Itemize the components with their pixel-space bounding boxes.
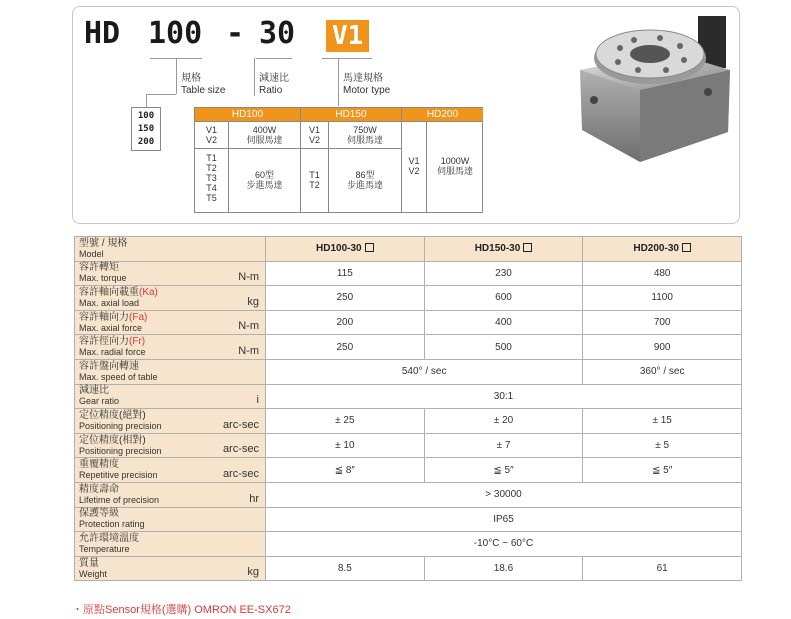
rotary-table-product-image: [560, 12, 740, 164]
param-unit: hr: [249, 492, 259, 505]
param-unit: i: [256, 394, 259, 407]
value-cell: ± 20: [424, 409, 583, 434]
param-zh-symbol: (Fr): [129, 336, 146, 348]
spec-row-torque: [75, 261, 742, 286]
param-cell: [75, 286, 266, 311]
spec-header-cell: [75, 237, 266, 262]
param-unit: kg: [247, 566, 259, 579]
value-cell-merged: IP65: [266, 507, 742, 532]
param-zh: [79, 337, 259, 347]
param-zh-text: 容許軸向力: [79, 311, 129, 323]
value-cell-merged: 540° / sec: [266, 359, 583, 384]
param-unit: arc-sec: [222, 418, 259, 431]
value-cell: 61: [583, 556, 742, 581]
spec-row-positioning-relative: [75, 433, 742, 458]
param-en: Positioning precision: [79, 445, 162, 456]
value-cell-merged: 30:1: [266, 384, 742, 409]
param-en: Max. torque: [79, 273, 127, 284]
value-cell: 18.6: [424, 556, 583, 581]
model-header-hd150: [424, 237, 583, 262]
param-cell: [75, 532, 266, 557]
value-cell: 400: [424, 310, 583, 335]
size-option: 150: [137, 124, 155, 134]
leader-ratio-underline: [256, 58, 292, 59]
param-zh: 允許環境溫度: [79, 532, 139, 544]
param-en: Max. axial force: [79, 322, 143, 333]
param-cell: [75, 507, 266, 532]
motor-table-header-hd150: HD150: [301, 108, 401, 121]
size-options-box: [131, 107, 161, 151]
hd100-servo-desc: 400W 伺服馬達: [246, 125, 283, 145]
param-zh: [79, 288, 259, 298]
hd200-desc: 1000W 伺服馬達: [436, 156, 473, 176]
param-zh-symbol: (Fa): [129, 311, 148, 323]
param-zh-symbol: (Ka): [139, 286, 158, 298]
spec-row-gear-ratio: [75, 384, 742, 409]
value-cell: 8.5: [266, 556, 425, 581]
param-unit: N-m: [238, 344, 259, 357]
value-cell: ≦ 5″: [583, 458, 742, 483]
value-cell: 600: [424, 286, 583, 311]
param-unit: arc-sec: [222, 467, 259, 480]
ratio-label-zh: 減速比: [259, 73, 289, 84]
hd100-step-codes: T1 T2 T3 T4 T5: [206, 153, 217, 203]
param-en: Max. axial load: [79, 297, 140, 308]
model-name: HD150-30: [474, 243, 521, 255]
param-unit: N-m: [238, 271, 259, 284]
param-unit: kg: [247, 295, 259, 308]
hd150-servo-codes: V1 V2: [308, 125, 320, 145]
param-zh-text: 容許徑向力: [79, 336, 129, 348]
param-en: Lifetime of precision: [79, 494, 160, 505]
value-cell: 250: [266, 286, 425, 311]
param-zh: [79, 313, 259, 323]
spec-row-axial-force: [75, 310, 742, 335]
param-unit: N-m: [238, 320, 259, 333]
leader-ratio-drop: [254, 58, 255, 96]
model-code-dash: -: [226, 16, 245, 51]
model-name: HD200-30: [633, 243, 679, 255]
value-cell: ≦ 8″: [266, 458, 425, 483]
size-option: 200: [137, 137, 155, 147]
param-cell: [75, 409, 266, 434]
param-en: Max. speed of table: [79, 371, 158, 382]
value-cell: 250: [266, 335, 425, 360]
option-square-icon: [682, 243, 691, 252]
param-cell: [75, 359, 266, 384]
model-code-motor-badge: V1: [326, 20, 369, 52]
leader-motor-underline: [322, 58, 372, 59]
param-cell: [75, 458, 266, 483]
param-zh: 容許轉矩: [79, 262, 119, 274]
motor-table-header-hd100: HD100: [195, 108, 300, 121]
spec-row-repetitive-precision: [75, 458, 742, 483]
leader-motor-drop: [338, 58, 339, 106]
spec-row-precision-lifetime: [75, 482, 742, 507]
value-cell: 230: [424, 261, 583, 286]
ratio-label-en: Ratio: [259, 85, 283, 96]
spec-header-zh: 型號 / 規格: [79, 237, 128, 249]
spec-row-temperature: [75, 532, 742, 557]
spec-row-radial-force: [75, 335, 742, 360]
spec-row-weight: [75, 556, 742, 581]
param-cell: [75, 384, 266, 409]
value-cell: 480: [583, 261, 742, 286]
motor-table-divider: [195, 148, 401, 149]
spec-header-en: Model: [79, 248, 104, 259]
specification-table: [74, 236, 742, 581]
motor-label-en: Motor type: [343, 85, 391, 96]
spec-row-axial-load: [75, 286, 742, 311]
value-cell: 360° / sec: [583, 359, 742, 384]
value-cell: ± 15: [583, 409, 742, 434]
size-option: 100: [137, 111, 155, 121]
param-zh: 定位精度(絕對): [79, 409, 146, 421]
value-cell: ≦ 5″: [424, 458, 583, 483]
motor-table-header-hd200: HD200: [402, 108, 483, 121]
param-zh: 容許盤向轉速: [79, 360, 139, 372]
param-cell: [75, 433, 266, 458]
param-en: Repetitive precision: [79, 470, 158, 481]
hd150-servo-desc: 750W 伺服馬達: [346, 125, 383, 145]
param-en: Gear ratio: [79, 396, 120, 407]
hd200-codes: V1 V2: [408, 156, 420, 176]
value-cell: 1100: [583, 286, 742, 311]
spec-header-row: [75, 237, 742, 262]
leader-size-drop: [176, 58, 177, 94]
value-cell: 500: [424, 335, 583, 360]
hd100-servo-codes: V1 V2: [205, 125, 217, 145]
model-code-size: 100: [148, 16, 203, 51]
param-zh: 定位精度(相對): [79, 434, 146, 446]
param-en: Max. radial force: [79, 347, 146, 358]
sensor-footnote: ・原點Sensor規格(選購) OMRON EE-SX672: [72, 604, 291, 616]
param-cell: [75, 310, 266, 335]
param-cell: [75, 556, 266, 581]
value-cell: 200: [266, 310, 425, 335]
param-zh: 重覆精度: [79, 459, 119, 471]
motor-table-divider: [195, 121, 483, 122]
motor-table-divider: [300, 108, 301, 212]
value-cell: ± 5: [583, 433, 742, 458]
spec-row-positioning-absolute: [75, 409, 742, 434]
value-cell: 700: [583, 310, 742, 335]
param-en: Temperature: [79, 543, 130, 554]
model-code-prefix: HD: [84, 16, 121, 51]
value-cell: 115: [266, 261, 425, 286]
motor-label-zh: 馬達規格: [343, 73, 383, 84]
param-zh-text: 容許軸向載重: [79, 286, 139, 298]
spec-row-protection-rating: [75, 507, 742, 532]
param-en: Protection rating: [79, 519, 145, 530]
param-cell: [75, 335, 266, 360]
param-cell: [75, 482, 266, 507]
value-cell-merged: -10°C ~ 60°C: [266, 532, 742, 557]
leader-size-box-line: [146, 94, 176, 107]
param-zh: 精度壽命: [79, 483, 119, 495]
hd150-step-codes: T1 T2: [309, 170, 320, 190]
param-unit: arc-sec: [222, 443, 259, 456]
param-zh: 質量: [79, 557, 99, 569]
hd100-step-desc: 60型 步進馬達: [246, 170, 283, 190]
size-label-en: Table size: [181, 85, 226, 96]
option-square-icon: [365, 243, 374, 252]
model-header-hd200: [583, 237, 742, 262]
spec-row-table-speed: [75, 359, 742, 384]
model-name: HD100-30: [316, 243, 362, 255]
param-en: Positioning precision: [79, 420, 162, 431]
size-label-zh: 規格: [181, 73, 201, 84]
param-en: Weight: [79, 568, 107, 579]
param-zh: 保護等級: [79, 508, 119, 520]
param-zh: 減速比: [79, 385, 109, 397]
value-cell: ± 25: [266, 409, 425, 434]
param-cell: [75, 261, 266, 286]
value-cell-merged: > 30000: [266, 482, 742, 507]
value-cell: 900: [583, 335, 742, 360]
option-square-icon: [523, 243, 532, 252]
value-cell: ± 10: [266, 433, 425, 458]
model-header-hd100: [266, 237, 425, 262]
value-cell: ± 7: [424, 433, 583, 458]
model-code-ratio: 30: [259, 16, 296, 51]
hd150-step-desc: 86型 步進馬達: [346, 170, 383, 190]
motor-type-table: [194, 107, 483, 213]
